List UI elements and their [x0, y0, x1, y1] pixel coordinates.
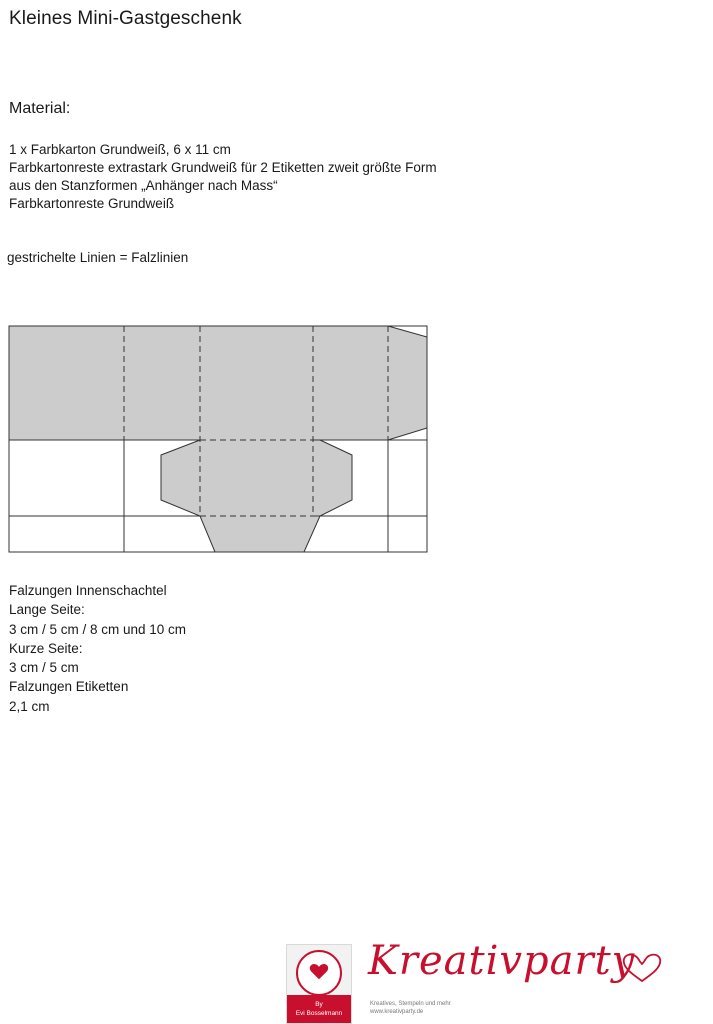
logo-circle	[296, 950, 342, 996]
fold-instructions	[9, 581, 186, 716]
fold-line-legend: gestrichelte Linien = Falzlinien	[7, 250, 189, 265]
tagline-url: www.kreativparty.de	[370, 1009, 424, 1015]
material-list	[9, 141, 437, 213]
logo-by: By	[315, 1001, 323, 1008]
fold-line: 2,1 cm	[9, 698, 50, 714]
fold-line: Lange Seite:	[9, 602, 85, 618]
fold-line: Falzungen Innenschachtel	[9, 583, 167, 598]
brand-wordmark: Kreativparty	[368, 938, 636, 984]
fold-line: 3 cm / 5 cm	[9, 660, 79, 676]
material-line: aus den Stanzformen „Anhänger nach Mass“	[9, 178, 278, 193]
page-title: Kleines Mini-Gastgeschenk	[9, 8, 242, 29]
material-line: Farbkartonreste extrastark Grundweiß für 2 Etiketten zweit größte Form	[9, 160, 437, 175]
fold-line: Falzungen Etiketten	[9, 679, 129, 695]
outline-heart-icon	[618, 952, 666, 984]
box-template-diagram	[0, 320, 440, 560]
logo-author: Evi Bosselmann	[295, 1010, 343, 1017]
logo-badge	[286, 944, 352, 1024]
heart-icon	[308, 960, 330, 982]
tagline-text: Kreatives, Stempeln und mehr	[370, 1001, 451, 1007]
brand-tagline	[370, 1000, 451, 1016]
fold-line: 3 cm / 5 cm / 8 cm und 10 cm	[9, 621, 187, 637]
logo-band	[287, 995, 351, 1023]
material-line: Farbkartonreste Grundweiß	[9, 196, 175, 211]
fold-line: Kurze Seite:	[9, 640, 83, 656]
material-line: 1 x Farbkarton Grundweiß, 6 x 11 cm	[9, 142, 231, 157]
material-heading: Material:	[9, 100, 71, 117]
template-shape	[9, 326, 427, 552]
